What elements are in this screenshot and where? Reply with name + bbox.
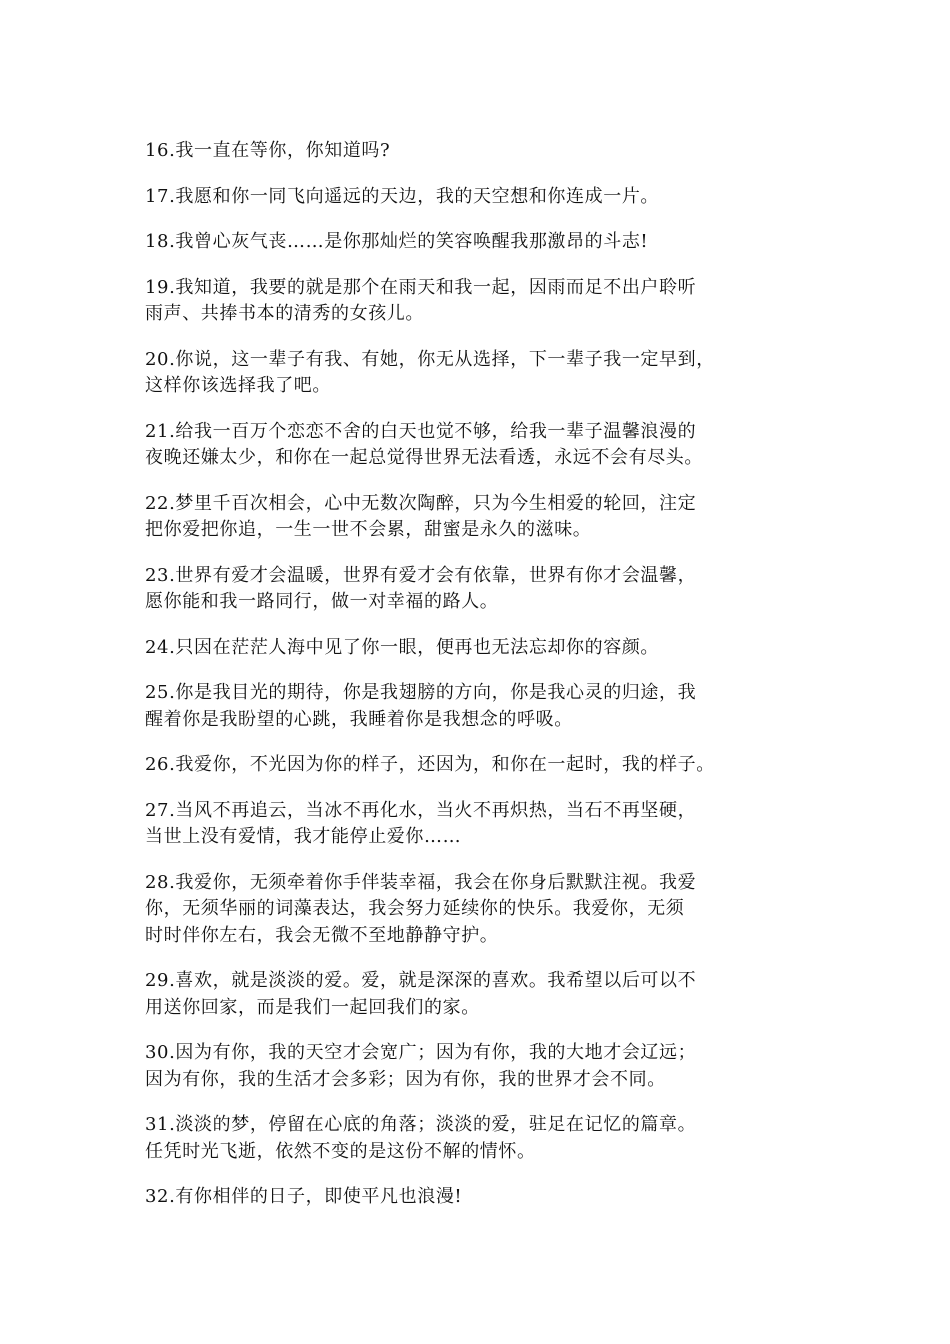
list-item: 19.我知道，我要的就是那个在雨天和我一起，因雨而足不出户聆听 雨声、共捧书本的清秀的女孩儿。 (145, 276, 697, 324)
list-item: 27.当风不再追云，当冰不再化水，当火不再炽热，当石不再坚硬， 当世上没有爱情，我才能停止爱你…… (145, 799, 697, 847)
list-item: 30.因为有你，我的天空才会宽广；因为有你，我的大地才会辽远； 因为有你，我的生活才会多彩；因为有你，我的世界才会不同。 (145, 1042, 697, 1090)
list-item: 16.我一直在等你，你知道吗? (145, 140, 391, 161)
text-body (145, 138, 817, 1211)
list-item: 22.梦里千百次相会，心中无数次陶醉，只为今生相爱的轮回，注定 把你爱把你追，一生一世不会累，甜蜜是永久的滋味。 (145, 492, 697, 540)
list-item: 32.有你相伴的日子，即使平凡也浪漫! (145, 1186, 463, 1207)
list-item: 28.我爱你，无须牵着你手伴装幸福，我会在你身后默默注视。我爱 你，无须华丽的词藻表达，我会努力延续你的快乐。我爱你，无须 时时伴你左右，我会无微不至地静静守护。 (145, 871, 697, 946)
list-item: 17.我愿和你一同飞向遥远的天边，我的天空想和你连成一片。 (145, 185, 660, 207)
list-item: 26.我爱你，不光因为你的样子，还因为，和你在一起时，我的样子。 (145, 754, 715, 775)
list-item: 29.喜欢，就是淡淡的爱。爱，就是深深的喜欢。我希望以后可以不 用送你回家，而是我们一起回我们的家。 (145, 970, 697, 1018)
list-item: 18.我曾心灰气丧……是你那灿烂的笑容唤醒我那激昂的斗志! (145, 231, 649, 252)
list-item: 24.只因在茫茫人海中见了你一眼，便再也无法忘却你的容颜。 (145, 636, 660, 658)
list-item: 23.世界有爱才会温暖，世界有爱才会有依靠，世界有你才会温馨， 愿你能和我一路同行，做一对幸福的路人。 (145, 564, 697, 612)
list-item: 20.你说，这一辈子有我、有她，你无从选择，下一辈子我一定早到， 这样你该选择我了吧。 (145, 348, 715, 396)
list-item: 31.淡淡的梦，停留在心底的角落；淡淡的爱，驻足在记忆的篇章。 任凭时光飞逝，依然不变的是这份不解的情怀。 (145, 1114, 697, 1162)
list-item: 21.给我一百万个恋恋不舍的白天也觉不够，给我一辈子温馨浪漫的 夜晚还嫌太少，和你在一起总觉得世界无法看透，永远不会有尽头。 (145, 420, 703, 468)
list-item: 25.你是我目光的期待，你是我翅膀的方向，你是我心灵的归途，我 醒着你是我盼望的心跳，我睡着你是我想念的呼吸。 (145, 682, 697, 730)
